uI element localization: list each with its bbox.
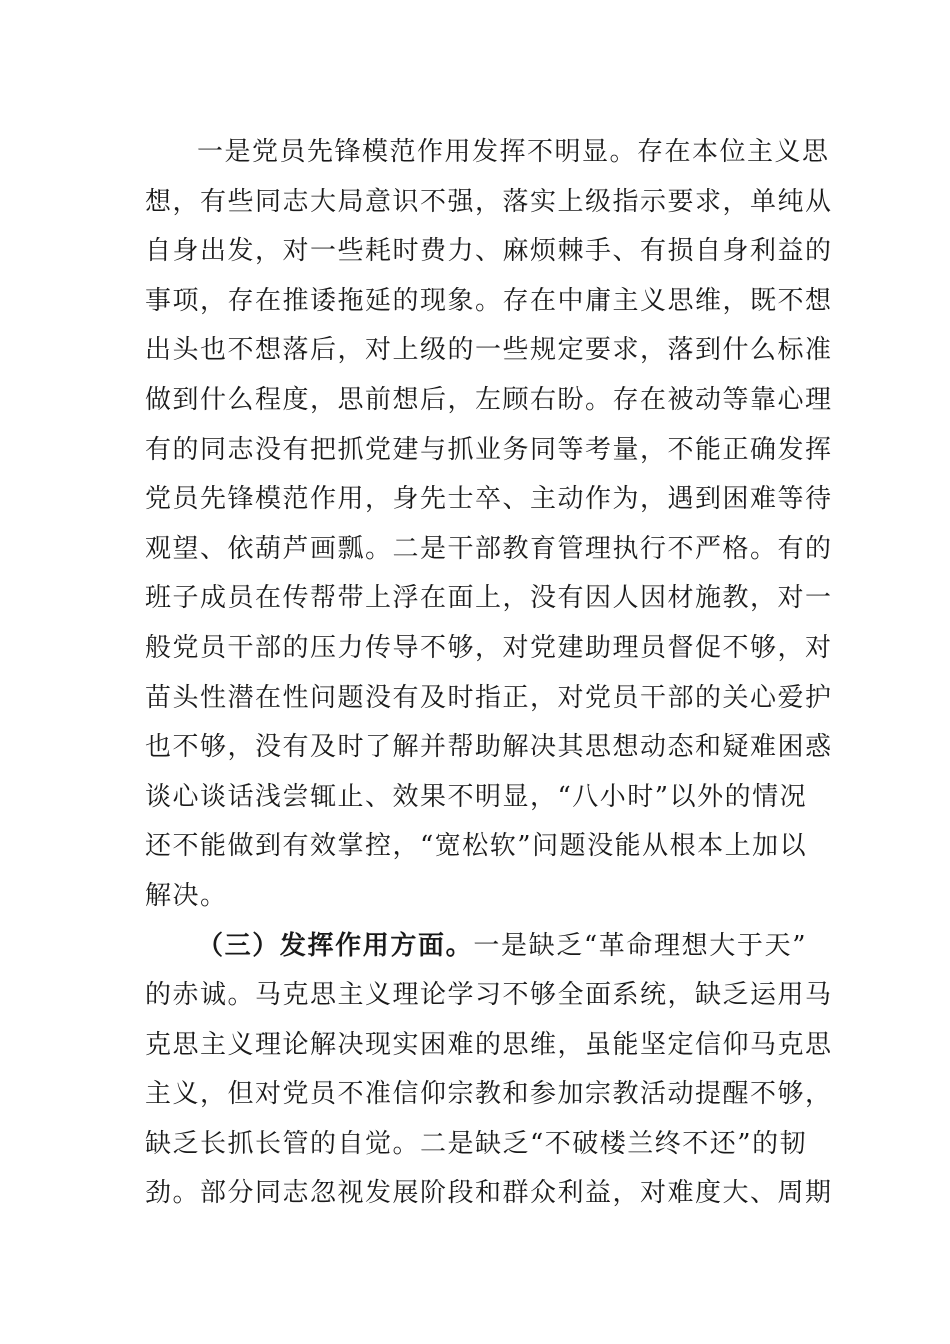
text-line: 班子成员在传帮带上浮在面上，没有因人因材施教，对一 [145,583,833,614]
text-line: 主义，但对党员不准信仰宗教和参加宗教活动提醒不够， [145,1079,833,1110]
text-line: 克思主义理论解决现实困难的思维，虽能坚定信仰马克思 [145,1029,833,1060]
text-line: 谈心谈话浅尝辄止、效果不明显，“八小时”以外的情况 [145,781,808,812]
paragraph-2 [145,922,833,1220]
text-line: 的赤诚。马克思主义理论学习不够全面系统，缺乏运用马 [145,980,833,1011]
section-heading: （三）发挥作用方面。 [197,930,474,961]
text-line: 般党员干部的压力传导不够，对党建助理员督促不够，对 [145,632,833,663]
text-line: 解决。 [145,880,228,911]
text-line: 自身出发，对一些耗时费力、麻烦棘手、有损自身利益的 [145,236,833,267]
text-line: 有的同志没有把抓党建与抓业务同等考量，不能正确发挥 [145,434,833,465]
text-line: 还不能做到有效掌控，“宽松软”问题没能从根本上加以 [145,831,808,862]
text-line: 劲。部分同志忽视发展阶段和群众利益，对难度大、周期 [145,1178,833,1209]
text-line: 出头也不想落后，对上级的一些规定要求，落到什么标准 [145,335,833,366]
text-line-with-heading [145,922,807,972]
text-line: 党员先锋模范作用，身先士卒、主动作为，遇到困难等待 [145,484,833,515]
paragraph-1 [145,128,833,922]
text-line: 做到什么程度，思前想后，左顾右盼。存在被动等靠心理 [145,384,833,415]
document-body [145,128,833,1219]
text-line: 一是党员先锋模范作用发挥不明显。存在本位主义思 [197,137,830,167]
text-run: 一是缺乏“革命理想大于天” [473,930,807,961]
text-line: 也不够，没有及时了解并帮助解决其思想动态和疑难困惑 [145,732,833,763]
text-line: 事项，存在推诿拖延的现象。存在中庸主义思维，既不想 [145,285,833,316]
text-line: 苗头性潜在性问题没有及时指正，对党员干部的关心爱护 [145,682,833,713]
text-line: 缺乏长抓长管的自觉。二是缺乏“不破楼兰终不还”的韧 [145,1128,808,1159]
text-line: 观望、依葫芦画瓢。二是干部教育管理执行不严格。有的 [145,533,833,564]
text-line: 想，有些同志大局意识不强，落实上级指示要求，单纯从 [145,186,833,217]
